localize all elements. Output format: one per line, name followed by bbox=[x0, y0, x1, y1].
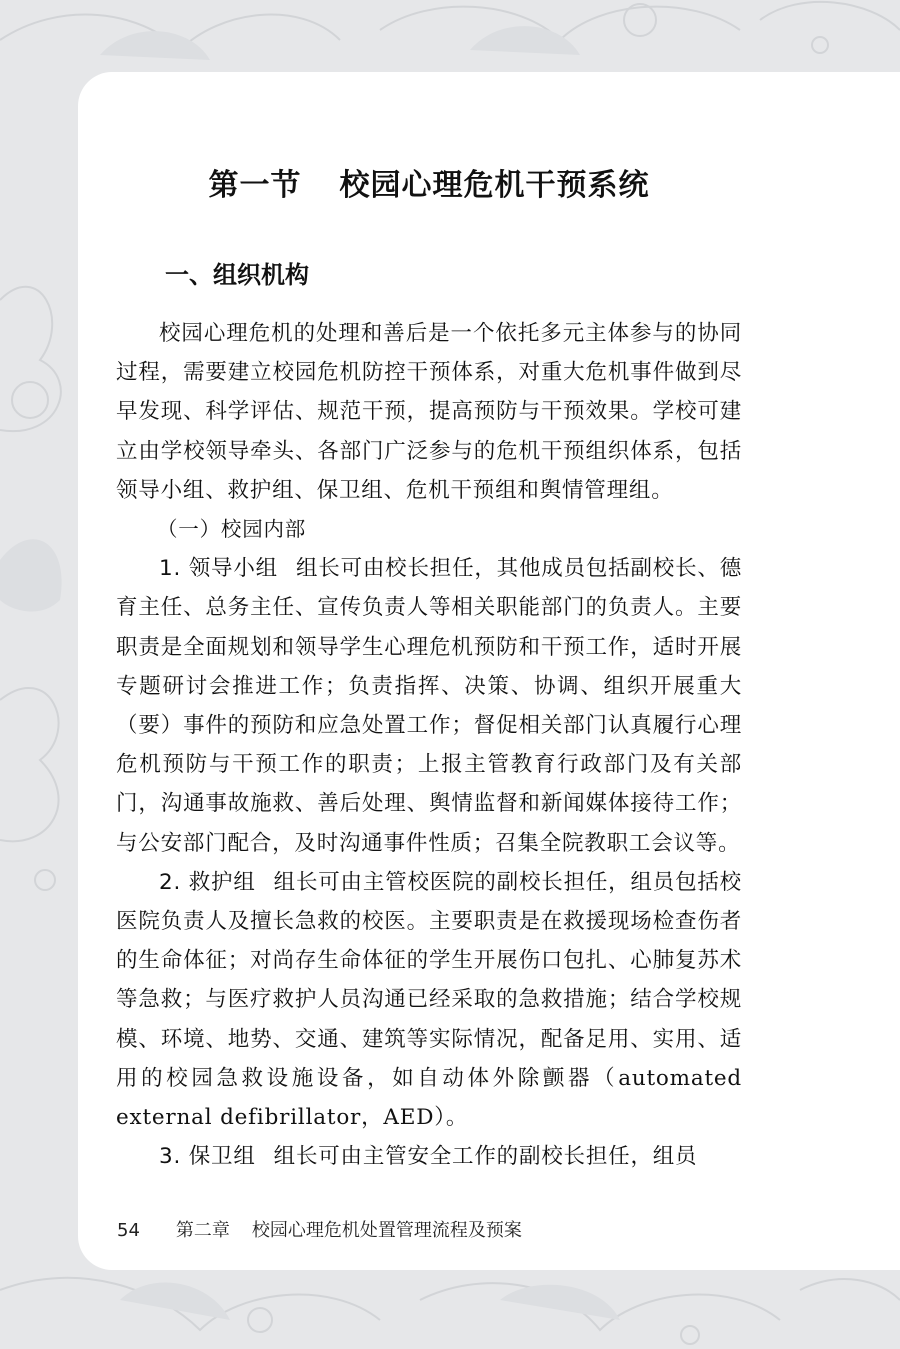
section-title bbox=[0, 160, 858, 204]
body-text bbox=[116, 314, 742, 1176]
page-footer bbox=[117, 1216, 522, 1242]
paragraph-rescue-group bbox=[116, 863, 742, 1137]
section-number: 第一节 bbox=[208, 168, 302, 203]
heading-organization: 一、组织机构 bbox=[165, 261, 309, 289]
item-label-security: 3. 保卫组 bbox=[159, 1144, 256, 1170]
paragraph-leadership-group bbox=[116, 549, 742, 863]
item-text-security: 组长可由主管安全工作的副校长担任，组员 bbox=[273, 1144, 698, 1170]
item-label-rescue: 2. 救护组 bbox=[159, 869, 256, 895]
footer-chapter-title: 校园心理危机处置管理流程及预案 bbox=[251, 1220, 522, 1241]
footer-chapter: 第二章 bbox=[175, 1220, 230, 1241]
paragraph-security-group bbox=[116, 1137, 742, 1176]
paragraph-intro: 校园心理危机的处理和善后是一个依托多元主体参与的协同过程，需要建立校园危机防控干预体系，对重大危机事件做到尽早发现、科学评估、规范干预，提高预防与干预效果。学校可建立由学校领导牵头、各部门广泛参与的危机干预组织体系，包括领导小组、救护组、保卫组、危机干预组和舆情管理组。 bbox=[116, 321, 742, 503]
item-text-leadership: 组长可由校长担任，其他成员包括副校长、德育主任、总务主任、宣传负责人等相关职能部门的负责人。主要职责是全面规划和领导学生心理危机预防和干预工作，适时开展专题研讨会推进工作；负责指挥、决策、协调、组织开展重大（要）事件的预防和应急处置工作；督促相关部门认真履行心理危机预防与干预工作的职责；上报主管教育行政部门及有关部门，沟通事故施救、善后处理、舆情监督和新闻媒体接待工作；与公安部门配合，及时沟通事件性质；召集全院教职工会议等。 bbox=[116, 556, 742, 856]
item-text-rescue: 组长可由主管校医院的副校长担任，组员包括校医院负责人及擅长急救的校医。主要职责是在救援现场检查伤者的生命体征；对尚存生命体征的学生开展伤口包扎、心肺复苏术等急救；与医疗救护人员沟通已经采取的急救措施；结合学校规模、环境、地势、交通、建筑等实际情况，配备足用、实用、适用的校园急救设施设备，如自动体外除颤器（automated external defibrillator，AED）。 bbox=[116, 869, 742, 1131]
subsection-campus-internal: （一）校园内部 bbox=[157, 517, 307, 542]
item-label-leadership: 1. 领导小组 bbox=[159, 556, 278, 582]
section-title-text: 校园心理危机干预系统 bbox=[339, 168, 650, 203]
page-number: 54 bbox=[117, 1220, 140, 1241]
